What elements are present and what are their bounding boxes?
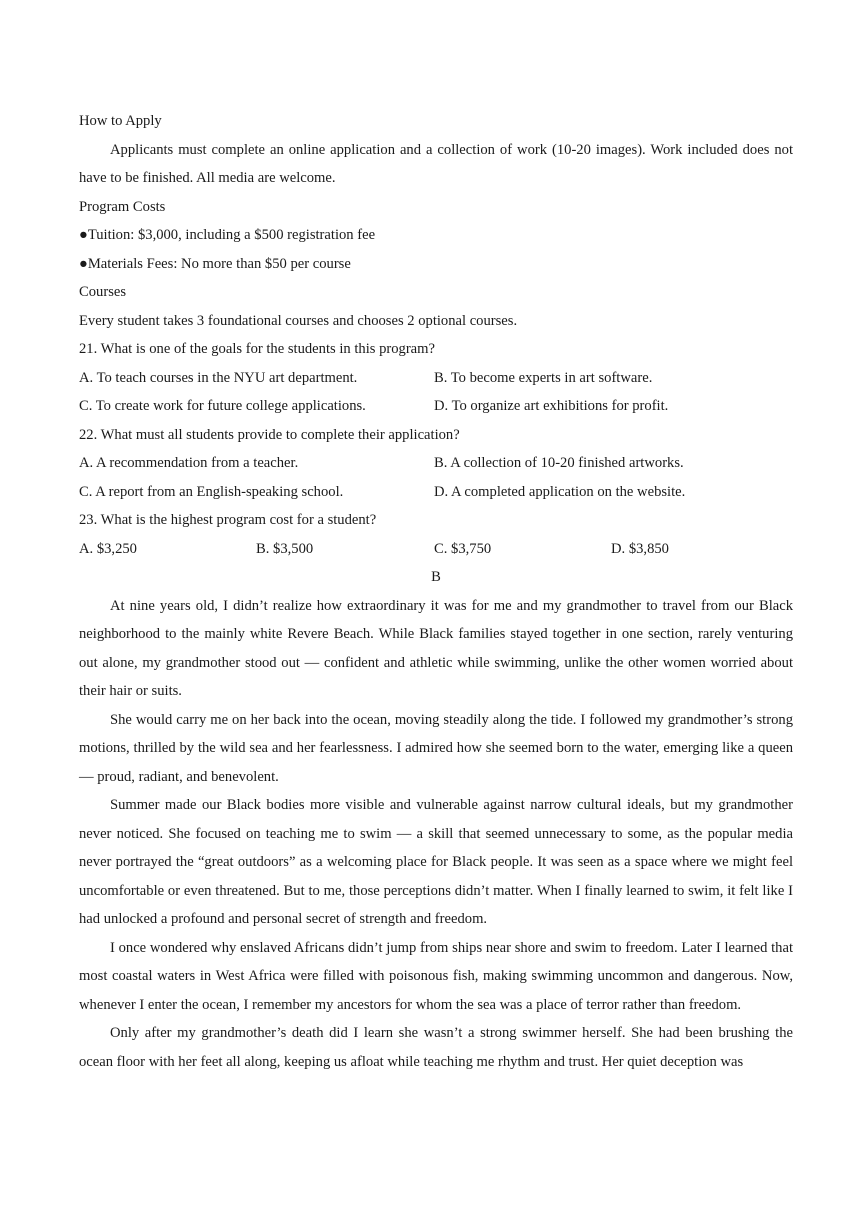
passage-paragraph: I once wondered why enslaved Africans didn’t jump from ships near shore and swim to freedom. Later I learned that most coastal waters in West Africa were filled with poisonous fish, making swimming uncommon and dangerous. Now, whenever I enter the ocean, I remember my ancestors for whom the sea was a place of terror rather than freedom. (79, 939, 793, 1013)
costs-heading: Program Costs (79, 198, 166, 215)
question-23-stem: 23. What is the highest program cost for a student? (79, 512, 377, 528)
passage-paragraph: Only after my grandmother’s death did I learn she wasn’t a strong swimmer herself. She had been brushing the ocean floor with her feet all along, keeping us afloat while teaching me rhythm and trust. Her quiet deception was (79, 1025, 793, 1070)
question-21-option-c: C. To create work for future college applications. (79, 398, 366, 414)
question-22-option-d: D. A completed application on the website. (434, 483, 686, 500)
question-21-option-b: B. To become experts in art software. (434, 369, 653, 386)
question-21-options-row-1 (79, 364, 793, 393)
passage-paragraph: Summer made our Black bodies more visible and vulnerable against narrow cultural ideals, but my grandmother never noticed. She focused on teaching me to swim — a skill that seemed unnecessary to some, as the popular media never portrayed the “great outdoors” as a welcoming place for Black people. It was seen as a space where we might feel uncomfortable or even threatened. But to me, those perceptions didn’t matter. When I finally learned to swim, it felt like I had unlocked a profound and personal secret of strength and freedom. (79, 797, 793, 927)
question-22-option-b: B. A collection of 10-20 finished artworks. (434, 455, 684, 471)
courses-heading: Courses (79, 284, 127, 300)
question-22-options-row-2 (79, 478, 793, 507)
question-23-option-a: A. $3,250 (79, 540, 137, 557)
question-23-option-d: D. $3,850 (611, 540, 669, 557)
passage-paragraph: At nine years old, I didn’t realize how extraordinary it was for me and my grandmother to travel from our Black neighborhood to the mainly white Revere Beach. While Black families stayed together in one section, rarely venturing out alone, my grandmother stood out — confident and athletic while swimming, unlike the other women worried about their hair or suits. (79, 597, 793, 699)
question-22-option-c: C. A report from an English-speaking school. (79, 483, 344, 500)
apply-text: Applicants must complete an online application and a collection of work (10-20 images). Work included does not have to be finished. All media are welcome. (79, 141, 793, 186)
question-22-option-a: A. A recommendation from a teacher. (79, 455, 299, 471)
question-21-option-a: A. To teach courses in the NYU art department. (79, 369, 358, 386)
question-23-options-row (79, 535, 793, 564)
question-21-options-row-2 (79, 392, 793, 421)
document-page (79, 107, 793, 1076)
question-22-stem: 22. What must all students provide to complete their application? (79, 426, 460, 443)
question-23-option-b: B. $3,500 (256, 540, 314, 557)
courses-text: Every student takes 3 foundational courses and chooses 2 optional courses. (79, 312, 518, 329)
cost-item-materials: ●Materials Fees: No more than $50 per course (79, 255, 351, 272)
section-b-label: B (431, 569, 441, 585)
question-21-stem: 21. What is one of the goals for the students in this program? (79, 341, 435, 357)
passage-paragraph: She would carry me on her back into the ocean, moving steadily along the tide. I followed my grandmother’s strong motions, thrilled by the wild sea and her fearlessness. I admired how she seemed born to the water, emerging like a queen — proud, radiant, and benevolent. (79, 711, 793, 785)
cost-item-tuition: ●Tuition: $3,000, including a $500 registration fee (79, 227, 376, 243)
question-21-option-d: D. To organize art exhibitions for profit. (434, 398, 669, 414)
question-23-option-c: C. $3,750 (434, 540, 492, 557)
question-22-options-row-1 (79, 449, 793, 478)
apply-heading: How to Apply (79, 113, 162, 129)
